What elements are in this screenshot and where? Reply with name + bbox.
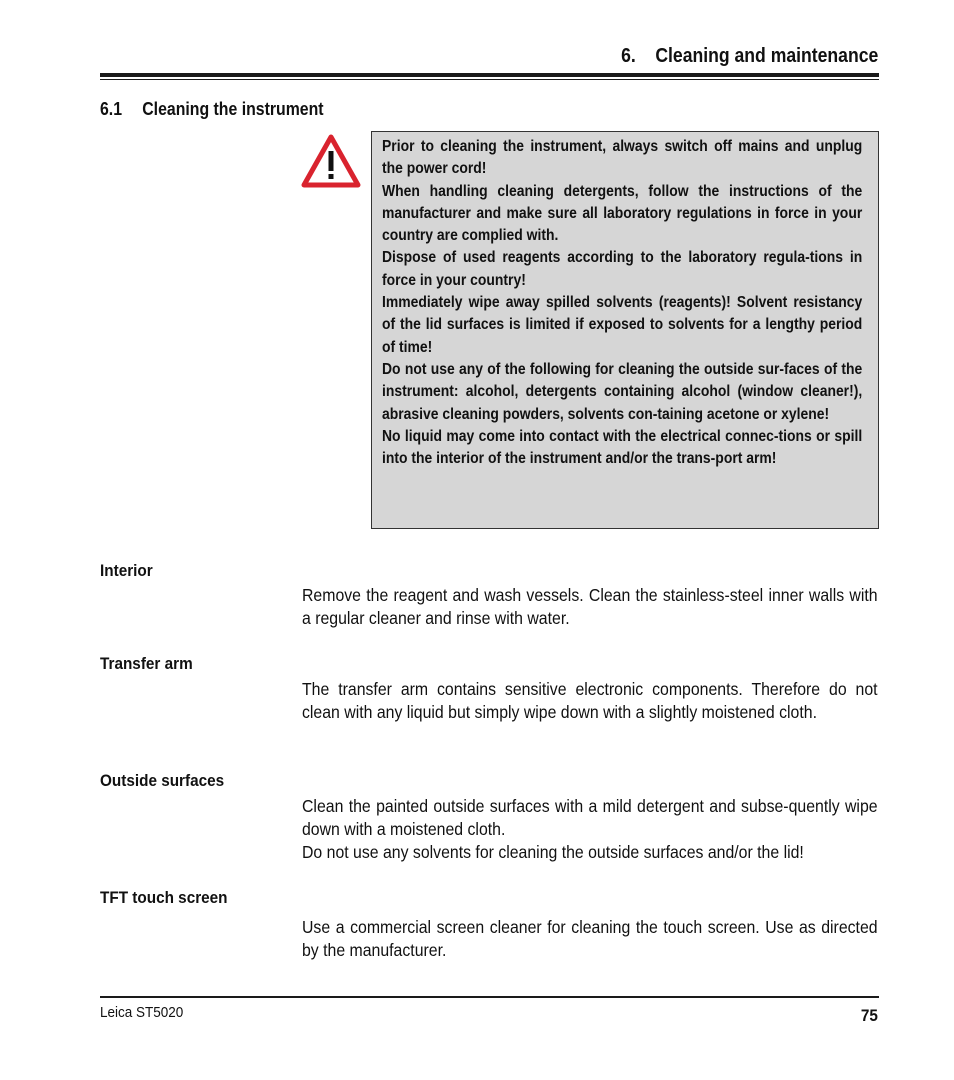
subsection-heading-outside-surfaces: Outside surfaces [100,771,225,790]
body-paragraph: Clean the painted outside surfaces with a mild detergent and subse-quently wipe down with a moistened cloth. [302,796,878,840]
warning-paragraph: When handling cleaning detergents, follow the instructions of the manufacturer and make sure all laboratory regulations in force in your country are complied with. [382,182,863,245]
header-rule-thin [100,79,879,80]
body-paragraph: Do not use any solvents for cleaning the outside surfaces and/or the lid! [302,842,804,863]
subsection-heading-transfer-arm: Transfer arm [100,654,193,673]
header-rule-thick [100,73,879,77]
body-paragraph: Remove the reagent and wash vessels. Clean the stainless-steel inner walls with a regular cleaner and rinse with water. [302,585,878,629]
section-number: 6.1 [100,99,123,119]
subsection-heading-interior: Interior [100,561,153,580]
warning-paragraph: Prior to cleaning the instrument, always switch off mains and unplug the power cord! [382,138,863,178]
subsection-body-interior [302,584,878,630]
body-paragraph: Use a commercial screen cleaner for cleaning the touch screen. Use as directed by the manufacturer. [302,917,878,961]
chapter-title: 6. Cleaning and maintenance [620,45,878,67]
footer-product-name: Leica ST5020 [100,1004,184,1021]
section-title-text: Cleaning the instrument [142,99,324,119]
subsection-body-tft-touch-screen [302,916,878,962]
warning-paragraph: Immediately wipe away spilled solvents (reagents)! Solvent resistancy of the lid surfaces is limited if exposed to solvents for a lengthy period of time! [382,294,863,356]
warning-paragraph: Dispose of used reagents according to the laboratory regula-tions in force in your country! [382,249,863,289]
warning-paragraph: Do not use any of the following for cleaning the outside sur-faces of the instrument: alcohol, detergents containing alcohol (window cleaner!), abrasive cleaning powders, solvents con-taining acetone or xylene! [382,360,863,423]
subsection-heading-tft-touch-screen: TFT touch screen [100,888,228,907]
footer-rule [100,996,879,998]
section-title [100,99,324,120]
warning-text [382,136,862,470]
page-number: 75 [860,1006,878,1025]
subsection-body-outside-surfaces [302,795,878,865]
body-paragraph: The transfer arm contains sensitive electronic components. Therefore do not clean with any liquid but simply wipe down with a slightly moistened cloth. [302,679,878,723]
warning-box [371,131,879,529]
warning-triangle-icon [300,133,362,189]
subsection-body-transfer-arm [302,678,878,724]
warning-paragraph: No liquid may come into contact with the electrical connec-tions or spill into the interior of the instrument and/or the trans-port arm! [382,427,863,468]
